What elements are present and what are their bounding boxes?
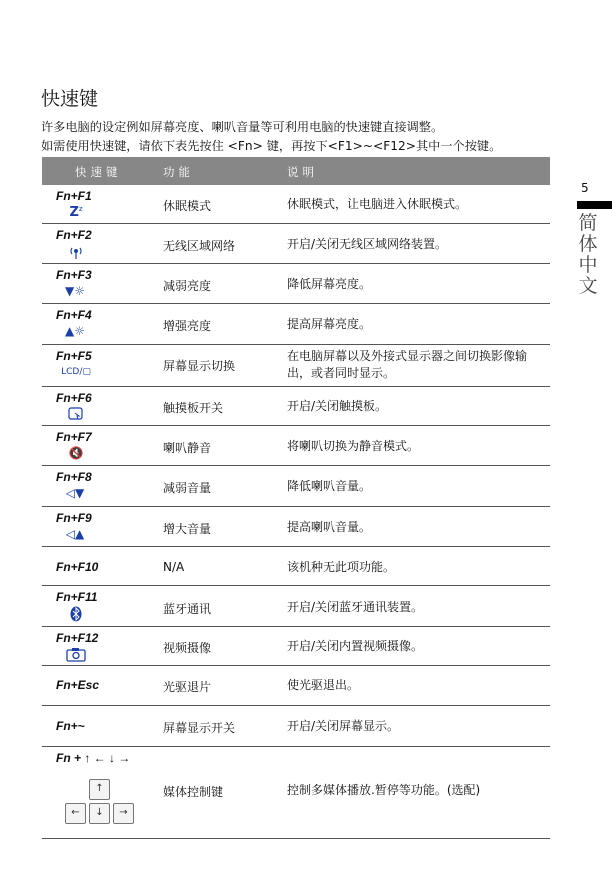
description-text: 该机种无此项功能。 <box>287 560 396 574</box>
description-text: 提高喇叭音量。 <box>287 520 372 534</box>
language-label <box>577 213 599 297</box>
table-row <box>42 345 550 387</box>
table-row <box>42 304 550 345</box>
description-text: 开启/关闭屏幕显示。 <box>287 719 400 733</box>
description-text: 休眠模式，让电脑进入休眠模式。 <box>287 197 468 211</box>
function-label: N/A <box>163 560 185 574</box>
right-arrow-key-icon: → <box>113 803 134 824</box>
function-label: 屏幕显示切换 <box>163 359 236 373</box>
page-title: 快速键 <box>41 88 99 110</box>
intro-line-1: 许多电脑的设定例如屏幕亮度、喇叭音量等可利用电脑的快速键直接调整。 <box>41 120 444 134</box>
function-label: 休眠模式 <box>163 199 212 213</box>
hotkey-table <box>42 157 550 839</box>
table-row <box>42 547 550 586</box>
function-label: 蓝牙通讯 <box>163 602 212 616</box>
touchpad-icon <box>64 407 88 423</box>
bluetooth-icon <box>64 606 88 622</box>
description-text: 开启/关闭触摸板。 <box>287 399 388 413</box>
table-row <box>42 264 550 304</box>
hotkey-label: Fn+F10 <box>56 560 99 574</box>
description-text: 开启/关闭无线区域网络装置。 <box>287 237 448 251</box>
description-text: 降低喇叭音量。 <box>287 479 372 493</box>
hotkey-label: Fn+F2 <box>56 228 92 242</box>
brightness-down-icon: ▼☼ <box>65 284 85 298</box>
table-row <box>42 185 550 224</box>
intro-text <box>41 118 561 156</box>
description-text: 将喇叭切换为静音模式。 <box>287 439 420 453</box>
function-label: 视频摄像 <box>163 641 212 655</box>
hotkey-label: Fn+F3 <box>56 268 92 282</box>
page-number: 5 <box>581 181 589 195</box>
camera-icon <box>64 647 88 663</box>
volume-up-icon: ◁▲ <box>65 527 85 541</box>
table-row <box>42 706 550 747</box>
table-row <box>42 666 550 706</box>
function-label: 光驱退片 <box>163 680 212 694</box>
description-text: 在电脑屏幕以及外接式显示器之间切换影像输出，或者同时显示。 <box>287 349 528 380</box>
hotkey-label: Fn+Esc <box>56 678 100 692</box>
hotkey-label: Fn+F7 <box>56 430 92 444</box>
display-switch-icon: LCD/▢ <box>61 367 91 377</box>
wireless-icon <box>64 244 88 260</box>
arrow-keys-icon <box>42 747 152 838</box>
table-row <box>42 747 550 839</box>
hotkey-label: Fn+F11 <box>56 590 98 604</box>
table-row <box>42 426 550 466</box>
down-arrow-key-icon: ↓ <box>89 803 110 824</box>
brightness-up-icon: ▲☼ <box>65 324 85 338</box>
hotkey-label: Fn+F6 <box>56 391 92 405</box>
language-char: 文 <box>578 275 598 297</box>
function-label: 喇叭静音 <box>163 441 212 455</box>
hotkey-label: Fn+~ <box>56 719 85 733</box>
hotkey-label: Fn+F12 <box>56 631 99 645</box>
hotkey-label: Fn + ↑ ← ↓ → <box>56 751 131 765</box>
header-function: 功能 <box>163 165 194 179</box>
function-label: 减弱音量 <box>163 481 212 495</box>
function-label: 无线区域网络 <box>163 239 236 253</box>
left-arrow-key-icon: ← <box>65 803 86 824</box>
header-key: 快速键 <box>75 165 122 179</box>
hotkey-label: Fn+F4 <box>56 308 92 322</box>
description-text: 开启/关闭内置视频摄像。 <box>287 639 424 653</box>
function-label: 屏幕显示开关 <box>163 721 236 735</box>
sleep-icon: $Z^z$ <box>69 205 83 220</box>
hotkey-label: Fn+F8 <box>56 470 92 484</box>
language-char: 中 <box>578 254 598 276</box>
language-char: 简 <box>578 212 598 234</box>
hotkey-label: Fn+F9 <box>56 511 92 525</box>
description-text: 开启/关闭蓝牙通讯装置。 <box>287 600 424 614</box>
language-char: 体 <box>578 233 598 255</box>
function-label: 减弱亮度 <box>163 279 212 293</box>
hotkey-label: Fn+F5 <box>56 349 92 363</box>
intro-line-2: 如需使用快速键，请依下表先按住 <Fn> 键，再按下<F1>~<F12>其中一个按键。 <box>41 139 502 153</box>
header-description: 说明 <box>287 165 318 179</box>
table-row <box>42 586 550 627</box>
table-row <box>42 627 550 666</box>
function-label: 触摸板开关 <box>163 401 224 415</box>
table-row <box>42 224 550 264</box>
hotkey-label: Fn+F1 <box>56 189 92 203</box>
description-text: 提高屏幕亮度。 <box>287 317 372 331</box>
function-label: 增大音量 <box>163 522 212 536</box>
table-row <box>42 507 550 547</box>
function-label: 增强亮度 <box>163 319 212 333</box>
table-header <box>42 157 550 185</box>
up-arrow-key-icon: ↑ <box>89 779 110 800</box>
table-row <box>42 387 550 426</box>
function-label: 媒体控制键 <box>163 785 224 799</box>
volume-down-icon: ◁▼ <box>65 486 85 500</box>
mute-icon: 🔇 <box>68 446 84 460</box>
description-text: 降低屏幕亮度。 <box>287 277 372 291</box>
description-text: 控制多媒体播放.暂停等功能。(选配) <box>287 783 481 797</box>
lcd-label: LCD/ <box>61 367 83 377</box>
description-text: 使光驱退出。 <box>287 678 360 692</box>
table-row <box>42 466 550 507</box>
side-tab-bar <box>577 201 612 209</box>
